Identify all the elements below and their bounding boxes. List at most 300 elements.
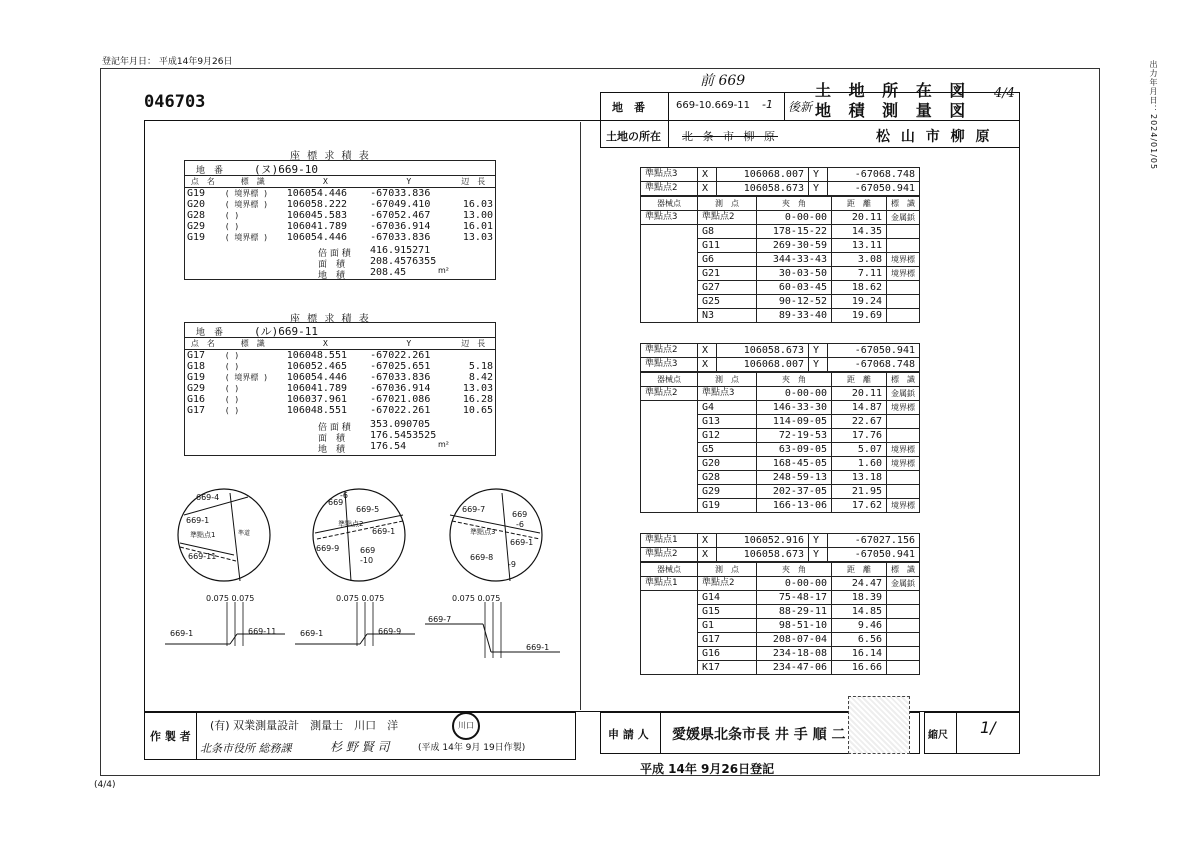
col-mark: 標 識 — [222, 338, 284, 350]
cell: G25 — [698, 295, 757, 309]
cell: 金属鋲 — [887, 387, 920, 401]
ref2-x: 106058.673 — [717, 182, 809, 196]
table-row — [641, 253, 920, 267]
ref2-name: 準點点2 — [641, 182, 698, 196]
table2-lot: (ル)669-11 — [254, 325, 318, 338]
cell: 72-19-53 — [757, 429, 832, 443]
table-row — [641, 239, 920, 253]
y-label: Y — [809, 182, 828, 196]
table-row — [184, 361, 496, 372]
x-label: X — [698, 168, 717, 182]
cell: G28 — [187, 210, 206, 221]
cell: 98-51-10 — [757, 619, 832, 633]
survey-table-3 — [640, 533, 920, 675]
cell — [887, 591, 920, 605]
ref1-y: -67068.748 — [828, 168, 920, 182]
table2-land-area: 176.54 — [370, 441, 407, 452]
table-row — [641, 429, 920, 443]
header-vline-3 — [668, 120, 669, 148]
y-label: Y — [809, 548, 828, 562]
c1-label-d: 669-11 — [188, 552, 217, 561]
table-row — [641, 415, 920, 429]
made-date: (平成 14年 9月 19日作製) — [418, 743, 526, 753]
ref2-name: 準點点2 — [641, 548, 698, 562]
table-row — [184, 350, 496, 362]
h-station: 器械点 — [641, 563, 698, 577]
handwritten-page: 4/4 — [994, 86, 1015, 101]
cell: 1.60 — [832, 457, 887, 471]
col-x: X — [284, 338, 367, 350]
cell: 14.87 — [832, 401, 887, 415]
handwritten-name: 杉 野 賢 司 — [330, 740, 390, 754]
table2-unit: m² — [438, 440, 449, 449]
location-new: 松 山 市 柳 原 — [876, 129, 993, 145]
table2-double-area: 353.090705 — [370, 419, 431, 430]
cell: 88-29-11 — [757, 605, 832, 619]
cell: G17 — [698, 633, 757, 647]
table2-title: 座 標 求 積 表 — [290, 314, 371, 325]
cell — [887, 281, 920, 295]
cell: G19 — [187, 372, 206, 383]
table-row — [641, 647, 920, 661]
table1-area-label: 面 積 — [318, 260, 346, 270]
table-row — [641, 387, 920, 401]
cell: 63-09-05 — [757, 443, 832, 457]
cell: 13.18 — [832, 471, 887, 485]
ref2-name: 準點点3 — [641, 358, 698, 372]
cell: 106048.551 — [286, 350, 347, 361]
ref1-x: 106052.916 — [717, 534, 809, 548]
table-row — [641, 225, 920, 239]
output-date: 出力年月日：2024/01/05 — [1149, 60, 1158, 171]
x-label: X — [698, 344, 717, 358]
cell — [887, 309, 920, 323]
col-point: 点 名 — [184, 338, 222, 350]
h-point: 測 点 — [698, 563, 757, 577]
cell — [887, 485, 920, 499]
ref2-y: -67068.748 — [828, 358, 920, 372]
header-vline — [668, 92, 669, 120]
table-row — [184, 232, 496, 243]
h-distance: 距 離 — [832, 373, 887, 387]
document-number: 046703 — [144, 92, 206, 112]
cell: 106058.222 — [286, 199, 347, 210]
cell: ( ) — [224, 211, 240, 220]
cell: 金属鋲 — [887, 577, 920, 591]
x-label: X — [698, 358, 717, 372]
cell: 準點点2 — [698, 577, 757, 591]
cell: 19.24 — [832, 295, 887, 309]
applicant-label: 申 請 人 — [608, 728, 649, 741]
cell: -67022.261 — [370, 405, 431, 416]
table1-unit: m² — [438, 266, 449, 275]
cell: 0-00-00 — [757, 577, 832, 591]
table-row — [184, 199, 496, 210]
station: 準點点2 — [641, 387, 698, 401]
h-point: 測 点 — [698, 197, 757, 211]
h-mark: 標 識 — [887, 373, 920, 387]
table1-lot-label: 地 番 — [196, 166, 224, 176]
table-row — [641, 661, 920, 675]
cell: G13 — [698, 415, 757, 429]
cell: 106037.961 — [286, 394, 347, 405]
c1-label-c: 準點点1 — [190, 531, 216, 539]
ref2-x: 106058.673 — [717, 548, 809, 562]
cell: 19.69 — [832, 309, 887, 323]
table-row — [641, 499, 920, 513]
c3-label-a: 669-7 — [462, 505, 486, 514]
cell: 18.62 — [832, 281, 887, 295]
cell: G21 — [698, 267, 757, 281]
cell: 146-33-30 — [757, 401, 832, 415]
h-mark: 標 識 — [887, 563, 920, 577]
cell: -67033.836 — [370, 232, 431, 243]
cell: 166-13-06 — [757, 499, 832, 513]
cell: ( 境界標 ) — [224, 200, 269, 209]
cell: 269-30-59 — [757, 239, 832, 253]
cell: G16 — [187, 394, 206, 405]
h-station: 器械点 — [641, 373, 698, 387]
cell: 18.39 — [832, 591, 887, 605]
cell: ( 境界標 ) — [224, 373, 269, 382]
cell: 金属鋲 — [887, 211, 920, 225]
cell — [887, 633, 920, 647]
h-station: 器械点 — [641, 197, 698, 211]
ref1-x: 106058.673 — [717, 344, 809, 358]
cell: 234-47-06 — [757, 661, 832, 675]
cell: ( ) — [224, 395, 240, 404]
c3-label-g: -9 — [508, 560, 516, 569]
table2-area: 176.5453525 — [370, 430, 437, 441]
col-x: X — [284, 176, 367, 188]
ref2-y: -67050.941 — [828, 182, 920, 196]
cell: G29 — [187, 221, 206, 232]
cell: G27 — [698, 281, 757, 295]
lot-label: 地 番 — [612, 101, 645, 114]
table1-land-area: 208.45 — [370, 267, 407, 278]
cell: 13.11 — [832, 239, 887, 253]
cell: 0-00-00 — [757, 387, 832, 401]
c1-label-b: 669-1 — [186, 516, 210, 525]
cell: 178-15-22 — [757, 225, 832, 239]
maker-label: 作 製 者 — [150, 730, 191, 743]
table-row — [184, 405, 496, 416]
cell: 60-03-45 — [757, 281, 832, 295]
c2-label-b: -6 — [340, 491, 348, 500]
ref2-y: -67050.941 — [828, 548, 920, 562]
ref2-x: 106068.007 — [717, 358, 809, 372]
cell: G19 — [698, 499, 757, 513]
cell: 9.46 — [832, 619, 887, 633]
cell: 106045.583 — [286, 210, 347, 221]
table-row — [641, 619, 920, 633]
table-row — [641, 485, 920, 499]
cell: 106048.551 — [286, 405, 347, 416]
cell — [887, 415, 920, 429]
ref1-name: 準點点3 — [641, 168, 698, 182]
c1-label-a: 669-4 — [196, 493, 220, 502]
s2-left: 669-1 — [300, 629, 324, 638]
cell — [887, 619, 920, 633]
cell: ( ) — [224, 362, 240, 371]
x-label: X — [698, 534, 717, 548]
cell: 境界標 — [887, 267, 920, 281]
cell: -67033.836 — [370, 372, 431, 383]
table-row — [184, 221, 496, 232]
cell: 境界標 — [887, 499, 920, 513]
cell: G18 — [187, 361, 206, 372]
handwritten-office: 北条市役所 総務課 — [200, 742, 292, 755]
cell: 3.08 — [832, 253, 887, 267]
table-row — [641, 211, 920, 225]
table-row — [641, 443, 920, 457]
s3-left: 669-7 — [428, 615, 452, 624]
ref1-x: 106068.007 — [717, 168, 809, 182]
page-marker: (4/4) — [94, 780, 116, 790]
h-angle: 夾 角 — [757, 373, 832, 387]
cell: -67025.651 — [370, 361, 431, 372]
table1-double-area-label: 倍 面 積 — [318, 249, 351, 259]
registration-stamp: 平成 14年 9月26日登記 — [640, 762, 775, 776]
center-divider — [580, 122, 581, 710]
detail-circle-2 — [305, 485, 415, 585]
cell: 16.03 — [462, 199, 493, 210]
cell: 208-07-04 — [757, 633, 832, 647]
table1-double-area: 416.915271 — [370, 245, 431, 256]
y-label: Y — [809, 358, 828, 372]
cell: ( 境界標 ) — [224, 189, 269, 198]
cell: G11 — [698, 239, 757, 253]
cell: 22.67 — [832, 415, 887, 429]
cell: 20.11 — [832, 211, 887, 225]
cell: ( ) — [224, 222, 240, 231]
c2-label-h: -10 — [360, 556, 374, 565]
y-label: Y — [809, 534, 828, 548]
table-row — [641, 281, 920, 295]
cell: 202-37-05 — [757, 485, 832, 499]
ref1-name: 準點点2 — [641, 344, 698, 358]
cell: -67022.261 — [370, 350, 431, 361]
cell: ( 境界標 ) — [224, 233, 269, 242]
c3-label-e: 669-1 — [510, 538, 534, 547]
table2-double-area-label: 倍 面 積 — [318, 423, 351, 433]
s1-width: 0.075 0.075 — [206, 594, 255, 603]
cell: 16.01 — [462, 221, 493, 232]
cell: 10.65 — [462, 405, 493, 416]
col-y: Y — [367, 176, 450, 188]
cell: G17 — [187, 405, 206, 416]
cell: G28 — [698, 471, 757, 485]
s3-width: 0.075 0.075 — [452, 594, 501, 603]
s2-width: 0.075 0.075 — [336, 594, 385, 603]
header-vline-2 — [784, 92, 785, 120]
maker-text: (有) 双業測量設計 測量士 川口 洋 — [210, 719, 399, 732]
lot-value: 669-10.669-11 — [676, 100, 751, 111]
table1-land-area-label: 地 積 — [318, 271, 346, 281]
title-survey-map: 地 積 測 量 図 — [815, 101, 972, 120]
c2-label-e: 669-1 — [372, 527, 396, 536]
s1-right: 669-11 — [248, 627, 277, 636]
cell: G1 — [698, 619, 757, 633]
c3-label-c: -6 — [516, 520, 524, 529]
cell — [451, 188, 497, 200]
cell — [887, 429, 920, 443]
cell: 16.66 — [832, 661, 887, 675]
seal-stamp: 川口 — [452, 712, 480, 740]
c2-label-d: 準點点2 — [338, 520, 364, 528]
cell: 106052.465 — [286, 361, 347, 372]
s1-left: 669-1 — [170, 629, 194, 638]
col-length: 辺 長 — [451, 176, 497, 188]
station: 準點点3 — [641, 211, 698, 225]
applicant-divider — [660, 712, 661, 754]
section-3 — [425, 602, 565, 662]
survey-table-2 — [640, 343, 920, 513]
cell: 234-18-08 — [757, 647, 832, 661]
cell — [887, 605, 920, 619]
cell: G19 — [187, 188, 206, 199]
s3-right: 669-1 — [526, 643, 550, 652]
table-row — [641, 295, 920, 309]
cell: G8 — [698, 225, 757, 239]
table-row — [184, 210, 496, 221]
table-row — [641, 267, 920, 281]
table-row — [641, 457, 920, 471]
c2-label-f: 669-9 — [316, 544, 340, 553]
s2-right: 669-9 — [378, 627, 402, 636]
cell: 境界標 — [887, 443, 920, 457]
cell: 14.35 — [832, 225, 887, 239]
table2-lot-label: 地 番 — [196, 328, 224, 338]
cell: G20 — [187, 199, 206, 210]
cell: 13.03 — [462, 232, 493, 243]
cell: 344-33-43 — [757, 253, 832, 267]
ref1-y: -67027.156 — [828, 534, 920, 548]
cell: 90-12-52 — [757, 295, 832, 309]
cell: 14.85 — [832, 605, 887, 619]
table-row — [184, 394, 496, 405]
cell: 0-00-00 — [757, 211, 832, 225]
cell: G5 — [698, 443, 757, 457]
col-mark: 標 識 — [222, 176, 284, 188]
station: 準點点1 — [641, 577, 698, 591]
cell: 境界標 — [887, 253, 920, 267]
cell: 168-45-05 — [757, 457, 832, 471]
cell: 7.11 — [832, 267, 887, 281]
table-row — [184, 372, 496, 383]
cell: 106041.789 — [286, 221, 347, 232]
c3-label-f: 669-8 — [470, 553, 494, 562]
cell: 境界標 — [887, 457, 920, 471]
cell — [887, 239, 920, 253]
col-point: 点 名 — [184, 176, 222, 188]
table2-area-label: 面 積 — [318, 434, 346, 444]
survey-table-1 — [640, 167, 920, 323]
cell: -67052.467 — [370, 210, 431, 221]
h-distance: 距 離 — [832, 563, 887, 577]
cell: G15 — [698, 605, 757, 619]
x-label: X — [698, 182, 717, 196]
location-old: 北 条 市 柳 原 — [682, 130, 778, 143]
cell: K17 — [698, 661, 757, 675]
cell: 75-48-17 — [757, 591, 832, 605]
section-2 — [295, 602, 425, 652]
cell: G19 — [187, 232, 206, 243]
cell: 106054.446 — [286, 372, 347, 383]
cell: ( ) — [224, 351, 240, 360]
cell: 248-59-13 — [757, 471, 832, 485]
cell: 30-03-50 — [757, 267, 832, 281]
c3-label-d: 準點点3 — [470, 528, 496, 536]
cell — [887, 225, 920, 239]
cell: G29 — [698, 485, 757, 499]
cell: G4 — [698, 401, 757, 415]
c2-label-c: 669-5 — [356, 505, 380, 514]
cell: 20.11 — [832, 387, 887, 401]
cell — [887, 661, 920, 675]
cell: -67049.410 — [370, 199, 431, 210]
handwritten-prev: 前 669 — [700, 73, 746, 89]
table1-coordinates — [184, 175, 496, 243]
registration-date: 登記年月日： 平成14年9月26日 — [102, 57, 233, 67]
cell: N3 — [698, 309, 757, 323]
cell: 5.18 — [468, 361, 493, 372]
cell: 13.00 — [462, 210, 493, 221]
cell: -67033.836 — [370, 188, 431, 199]
c2-label-g: 669 — [360, 546, 376, 555]
table-row — [641, 633, 920, 647]
table1-title: 座 標 求 積 表 — [290, 151, 371, 162]
cell: 準點点3 — [698, 387, 757, 401]
cell: G29 — [187, 383, 206, 394]
cell: 24.47 — [832, 577, 887, 591]
table-row — [641, 605, 920, 619]
cell — [887, 471, 920, 485]
cell — [451, 350, 497, 362]
lot-suffix: -1 — [762, 98, 773, 111]
table-row — [641, 401, 920, 415]
c1-label-e: 準道 — [238, 530, 251, 537]
table-row — [641, 309, 920, 323]
maker-divider — [196, 712, 197, 760]
h-angle: 夾 角 — [757, 197, 832, 211]
cell: -67021.086 — [370, 394, 431, 405]
col-length: 辺 長 — [451, 338, 497, 350]
cell: 17.76 — [832, 429, 887, 443]
ref1-y: -67050.941 — [828, 344, 920, 358]
scale-divider — [956, 712, 957, 754]
c2-label-a: 669 — [328, 498, 344, 507]
cell: 境界標 — [887, 401, 920, 415]
table2-land-area-label: 地 積 — [318, 445, 346, 455]
table1-area: 208.4576355 — [370, 256, 437, 267]
ref1-name: 準點点1 — [641, 534, 698, 548]
table-row — [641, 591, 920, 605]
cell: G17 — [187, 350, 206, 361]
cell: 21.95 — [832, 485, 887, 499]
cell: G6 — [698, 253, 757, 267]
table-row — [184, 188, 496, 200]
title-location-map: 土 地 所 在 図 — [815, 81, 972, 100]
cell — [887, 647, 920, 661]
detail-circle-1 — [170, 485, 280, 585]
c3-label-b: 669 — [512, 510, 528, 519]
cell: 16.14 — [832, 647, 887, 661]
cell: ( ) — [224, 406, 240, 415]
cell: 16.28 — [462, 394, 493, 405]
table-row — [184, 383, 496, 394]
cell: 8.42 — [468, 372, 493, 383]
